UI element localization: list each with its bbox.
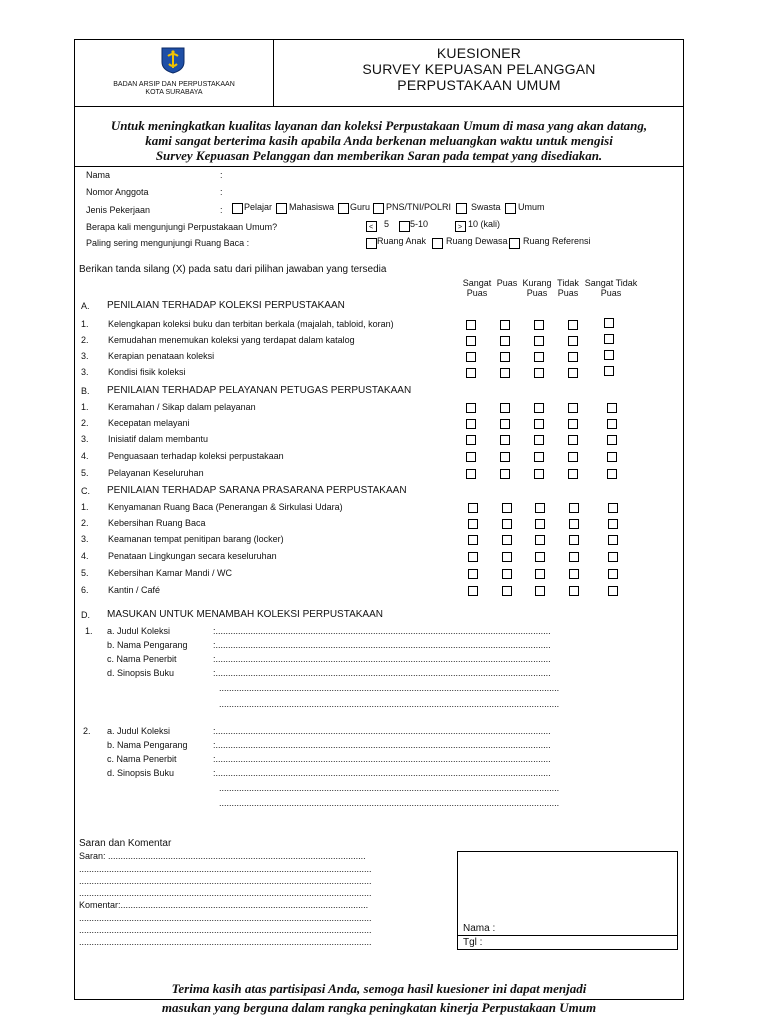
header-text: Sangat	[462, 278, 492, 288]
field-input-line[interactable]: :......................................................................................................................................	[213, 640, 551, 650]
form-subtitle-2: PERPUSTAKAAN UMUM	[397, 77, 561, 93]
rating-checkbox[interactable]	[568, 419, 578, 429]
field-input-line[interactable]: :......................................................................................................................................	[213, 754, 551, 764]
checkbox-ruang-dewasa[interactable]	[432, 238, 443, 249]
saran-line[interactable]: .....................................................................................................................	[79, 888, 372, 898]
field-label: d. Sinopsis Buku	[107, 768, 175, 778]
item-number: 4.	[81, 451, 89, 461]
org-name: BADAN ARSIP DAN PERPUSTAKAAN	[113, 81, 235, 88]
rating-checkbox[interactable]	[502, 519, 512, 529]
checkbox-ruang-referensi[interactable]	[509, 238, 520, 249]
signature-divider	[457, 935, 678, 936]
rating-checkbox[interactable]	[502, 552, 512, 562]
rating-checkbox[interactable]	[535, 552, 545, 562]
field-label: b. Nama Pengarang	[107, 640, 188, 650]
rating-checkbox[interactable]	[534, 469, 544, 479]
header-text: Tidak	[557, 278, 579, 288]
scale-header-sangat-puas	[460, 278, 494, 298]
instruction-text: Berikan tanda silang (X) pada satu dari pilihan jawaban yang tersedia	[79, 264, 387, 275]
option-label: 10 (kali)	[468, 219, 501, 229]
rating-checkbox[interactable]	[466, 336, 476, 346]
rating-checkbox[interactable]	[608, 535, 618, 545]
rating-checkbox[interactable]	[569, 519, 579, 529]
field-input-line[interactable]: ........................................................................................................................................	[219, 798, 560, 808]
rating-checkbox[interactable]	[568, 403, 578, 413]
item-number: 5.	[81, 468, 89, 478]
option-label: Umum	[518, 202, 545, 212]
rating-checkbox[interactable]	[535, 586, 545, 596]
rating-checkbox[interactable]	[534, 320, 544, 330]
rating-checkbox[interactable]	[604, 334, 614, 344]
rating-checkbox[interactable]	[500, 469, 510, 479]
header-text: Kurang	[522, 278, 552, 288]
item-number: 5.	[81, 568, 89, 578]
item-number: 3.	[81, 367, 89, 377]
label-ruang-baca: Paling sering mengunjungi Ruang Baca :	[86, 238, 250, 248]
rating-checkbox[interactable]	[608, 519, 618, 529]
field-label: c. Nama Penerbit	[107, 754, 177, 764]
rating-checkbox[interactable]	[534, 452, 544, 462]
field-input-line[interactable]: :......................................................................................................................................	[213, 768, 551, 778]
rating-checkbox[interactable]	[466, 352, 476, 362]
rating-checkbox[interactable]	[466, 435, 476, 445]
greater-than-symbol: >	[458, 224, 463, 231]
rating-checkbox[interactable]	[468, 552, 478, 562]
question-text: Kebersihan Kamar Mandi / WC	[108, 568, 233, 578]
colon: :	[220, 187, 223, 197]
form-title-block	[274, 39, 684, 107]
label-jenis-pekerjaan: Jenis Pekerjaan	[86, 205, 151, 215]
scale-header-tidak-puas	[554, 278, 582, 298]
rating-checkbox[interactable]	[607, 419, 617, 429]
question-text: Penataan Lingkungan secara keseluruhan	[108, 551, 277, 561]
field-input-line[interactable]: :......................................................................................................................................	[213, 668, 551, 678]
tanggal-label: Tgl :	[463, 937, 483, 948]
org-block	[74, 39, 274, 107]
header-text: Puas	[466, 288, 488, 298]
field-input-line[interactable]: :......................................................................................................................................	[213, 740, 551, 750]
section-label: A.	[81, 301, 90, 311]
rating-checkbox[interactable]	[468, 535, 478, 545]
option-label: Ruang Dewasa	[446, 236, 508, 246]
entry-number: 2.	[83, 726, 91, 736]
field-label: a. Judul Koleksi	[107, 626, 171, 636]
rating-checkbox[interactable]	[468, 569, 478, 579]
rating-checkbox[interactable]	[500, 336, 510, 346]
option-label: Mahasiswa	[289, 202, 335, 212]
rating-checkbox[interactable]	[604, 366, 614, 376]
header-text: Puas	[496, 278, 518, 288]
closing-text	[76, 979, 682, 1017]
rating-checkbox[interactable]	[607, 403, 617, 413]
rating-checkbox[interactable]	[500, 419, 510, 429]
field-input-line[interactable]: :......................................................................................................................................	[213, 626, 551, 636]
rating-checkbox[interactable]	[608, 586, 618, 596]
rating-checkbox[interactable]	[569, 569, 579, 579]
option-label: Ruang Referensi	[523, 236, 591, 246]
field-label: b. Nama Pengarang	[107, 740, 188, 750]
question-text: Kemudahan menemukan koleksi yang terdapat dalam katalog	[108, 335, 355, 345]
checkbox-swasta[interactable]	[456, 203, 467, 214]
rating-checkbox[interactable]	[534, 368, 544, 378]
closing-line: masukan yang berguna dalam rangka peningkatan kinerja Perpustakaan Umum	[161, 1000, 597, 1015]
field-label: a. Judul Koleksi	[107, 726, 171, 736]
scale-header-sangat-tidak-puas	[581, 278, 641, 298]
rating-checkbox[interactable]	[535, 519, 545, 529]
checkbox-pelajar[interactable]	[232, 203, 243, 214]
intro-line: Survey Kepuasan Pelanggan dan memberikan Saran pada tempat yang disediakan.	[155, 148, 603, 163]
rating-checkbox[interactable]	[568, 352, 578, 362]
rating-checkbox[interactable]	[500, 452, 510, 462]
field-label: c. Nama Penerbit	[107, 654, 177, 664]
rating-checkbox[interactable]	[604, 350, 614, 360]
option-label: 5	[384, 219, 390, 229]
question-text: Kondisi fisik koleksi	[108, 367, 186, 377]
rating-checkbox[interactable]	[502, 535, 512, 545]
question-text: Keamanan tempat penitipan barang (locker)	[108, 534, 284, 544]
rating-checkbox[interactable]	[607, 452, 617, 462]
rating-checkbox[interactable]	[468, 586, 478, 596]
form-header	[74, 39, 684, 107]
question-text: Penguasaan terhadap koleksi perpustakaan	[108, 451, 284, 461]
rating-checkbox[interactable]	[500, 320, 510, 330]
rating-checkbox[interactable]	[608, 503, 618, 513]
rating-checkbox[interactable]	[534, 403, 544, 413]
form-title: KUESIONER	[436, 45, 522, 61]
header-text: Puas	[557, 288, 579, 298]
komentar-line[interactable]: .....................................................................................................................	[79, 925, 372, 935]
rating-checkbox[interactable]	[568, 320, 578, 330]
rating-checkbox[interactable]	[466, 403, 476, 413]
field-input-line[interactable]: ........................................................................................................................................	[219, 699, 560, 709]
saran-field[interactable]: Saran: .......................................................................................................	[79, 851, 366, 861]
checkbox-umum[interactable]	[505, 203, 516, 214]
field-input-line[interactable]: ........................................................................................................................................	[219, 683, 560, 693]
rating-checkbox[interactable]	[502, 503, 512, 513]
item-number: 1.	[81, 402, 89, 412]
label-frekuensi: Berapa kali mengunjungi Perpustakaan Umum?	[86, 222, 278, 232]
rating-checkbox[interactable]	[607, 435, 617, 445]
rating-checkbox[interactable]	[535, 503, 545, 513]
rating-checkbox[interactable]	[568, 469, 578, 479]
item-number: 4.	[81, 551, 89, 561]
checkbox-mahasiswa[interactable]	[276, 203, 287, 214]
label-nomor-anggota: Nomor Anggota	[86, 187, 149, 197]
divider	[74, 166, 684, 167]
rating-checkbox[interactable]	[500, 352, 510, 362]
rating-checkbox[interactable]	[502, 586, 512, 596]
rating-checkbox[interactable]	[607, 469, 617, 479]
option-label: Swasta	[471, 202, 501, 212]
section-label: D.	[81, 610, 90, 620]
rating-checkbox[interactable]	[466, 452, 476, 462]
header-text: Puas	[600, 288, 622, 298]
rating-checkbox[interactable]	[568, 368, 578, 378]
rating-checkbox[interactable]	[535, 535, 545, 545]
intro-line: kami sangat berterima kasih apabila Anda berkenan meluangkan waktu untuk mengisi	[145, 133, 613, 148]
checkbox-guru[interactable]	[338, 203, 349, 214]
option-label: Pelajar	[244, 202, 273, 212]
entry-number: 1.	[85, 626, 93, 636]
rating-checkbox[interactable]	[534, 435, 544, 445]
option-label: PNS/TNI/POLRI	[386, 202, 452, 212]
checkbox-ruang-anak[interactable]	[366, 238, 377, 249]
rating-checkbox[interactable]	[569, 503, 579, 513]
saran-title: Saran dan Komentar	[79, 838, 172, 849]
scale-header-puas	[495, 278, 519, 288]
section-label: B.	[81, 386, 90, 396]
rating-checkbox[interactable]	[500, 368, 510, 378]
option-label: Ruang Anak	[377, 236, 427, 246]
rating-checkbox[interactable]	[466, 419, 476, 429]
form-subtitle: SURVEY KEPUASAN PELANGGAN	[362, 61, 596, 77]
section-label: C.	[81, 486, 90, 496]
saran-line[interactable]: .....................................................................................................................	[79, 876, 372, 886]
question-text: Kebersihan Ruang Baca	[108, 518, 206, 528]
question-text: Keramahan / Sikap dalam pelayanan	[108, 402, 256, 412]
rating-checkbox[interactable]	[569, 535, 579, 545]
rating-checkbox[interactable]	[466, 320, 476, 330]
rating-checkbox[interactable]	[608, 569, 618, 579]
saran-line[interactable]: .....................................................................................................................	[79, 864, 372, 874]
header-text: Puas	[526, 288, 548, 298]
intro-text	[76, 118, 682, 163]
field-input-line[interactable]: :......................................................................................................................................	[213, 726, 551, 736]
question-text: Kerapian penataan koleksi	[108, 351, 215, 361]
question-text: Kantin / Café	[108, 585, 161, 595]
rating-checkbox[interactable]	[568, 435, 578, 445]
checkbox-pns[interactable]	[373, 203, 384, 214]
rating-checkbox[interactable]	[468, 503, 478, 513]
option-label: Guru	[350, 202, 371, 212]
closing-line: Terima kasih atas partisipasi Anda, semoga hasil kuesioner ini dapat menjadi	[171, 981, 587, 996]
rating-checkbox[interactable]	[569, 552, 579, 562]
question-text: Kecepatan melayani	[108, 418, 190, 428]
rating-checkbox[interactable]	[466, 469, 476, 479]
section-title: PENILAIAN TERHADAP PELAYANAN PETUGAS PERPUSTAKAAN	[107, 385, 412, 396]
rating-checkbox[interactable]	[500, 435, 510, 445]
komentar-line[interactable]: .....................................................................................................................	[79, 937, 372, 947]
field-input-line[interactable]: :......................................................................................................................................	[213, 654, 551, 664]
field-input-line[interactable]: ........................................................................................................................................	[219, 783, 560, 793]
rating-checkbox[interactable]	[568, 336, 578, 346]
rating-checkbox[interactable]	[608, 552, 618, 562]
item-number: 2.	[81, 518, 89, 528]
city-emblem-icon	[160, 46, 186, 74]
section-title: MASUKAN UNTUK MENAMBAH KOLEKSI PERPUSTAKAAN	[107, 609, 383, 620]
section-title: PENILAIAN TERHADAP SARANA PRASARANA PERPUSTAKAAN	[107, 485, 407, 496]
checkbox-freq-5-10[interactable]	[399, 221, 410, 232]
label-nama: Nama	[86, 170, 111, 180]
komentar-line[interactable]: .....................................................................................................................	[79, 913, 372, 923]
rating-checkbox[interactable]	[569, 586, 579, 596]
rating-checkbox[interactable]	[534, 352, 544, 362]
org-city: KOTA SURABAYA	[145, 89, 203, 96]
option-label: 5-10	[410, 219, 429, 229]
colon: :	[220, 205, 223, 215]
item-number: 2.	[81, 335, 89, 345]
rating-checkbox[interactable]	[502, 569, 512, 579]
item-number: 6.	[81, 585, 89, 595]
rating-checkbox[interactable]	[466, 368, 476, 378]
question-text: Kenyamanan Ruang Baca (Penerangan & Sirkulasi Udara)	[108, 502, 343, 512]
item-number: 1.	[81, 319, 89, 329]
rating-checkbox[interactable]	[534, 419, 544, 429]
intro-line: Untuk meningkatkan kualitas layanan dan koleksi Perpustakaan Umum di masa yang akan datang,	[110, 118, 648, 133]
rating-checkbox[interactable]	[468, 519, 478, 529]
rating-checkbox[interactable]	[535, 569, 545, 579]
item-number: 1.	[81, 502, 89, 512]
less-than-symbol: <	[369, 224, 374, 231]
nama-label: Nama :	[463, 923, 496, 934]
rating-checkbox[interactable]	[500, 403, 510, 413]
question-text: Inisiatif dalam membantu	[108, 434, 209, 444]
colon: :	[220, 170, 223, 180]
question-text: Kelengkapan koleksi buku dan terbitan berkala (majalah, tabloid, koran)	[108, 319, 394, 329]
question-text: Pelayanan Keseluruhan	[108, 468, 204, 478]
item-number: 3.	[81, 434, 89, 444]
header-text: Sangat Tidak	[584, 278, 638, 288]
item-number: 3.	[81, 534, 89, 544]
rating-checkbox[interactable]	[568, 452, 578, 462]
scale-header-kurang-puas	[520, 278, 554, 298]
field-label: d. Sinopsis Buku	[107, 668, 175, 678]
rating-checkbox[interactable]	[604, 318, 614, 328]
item-number: 2.	[81, 418, 89, 428]
komentar-field[interactable]: Komentar:...................................................................................................	[79, 900, 369, 910]
section-title: PENILAIAN TERHADAP KOLEKSI PERPUSTAKAAN	[107, 300, 345, 311]
rating-checkbox[interactable]	[534, 336, 544, 346]
item-number: 3.	[81, 351, 89, 361]
